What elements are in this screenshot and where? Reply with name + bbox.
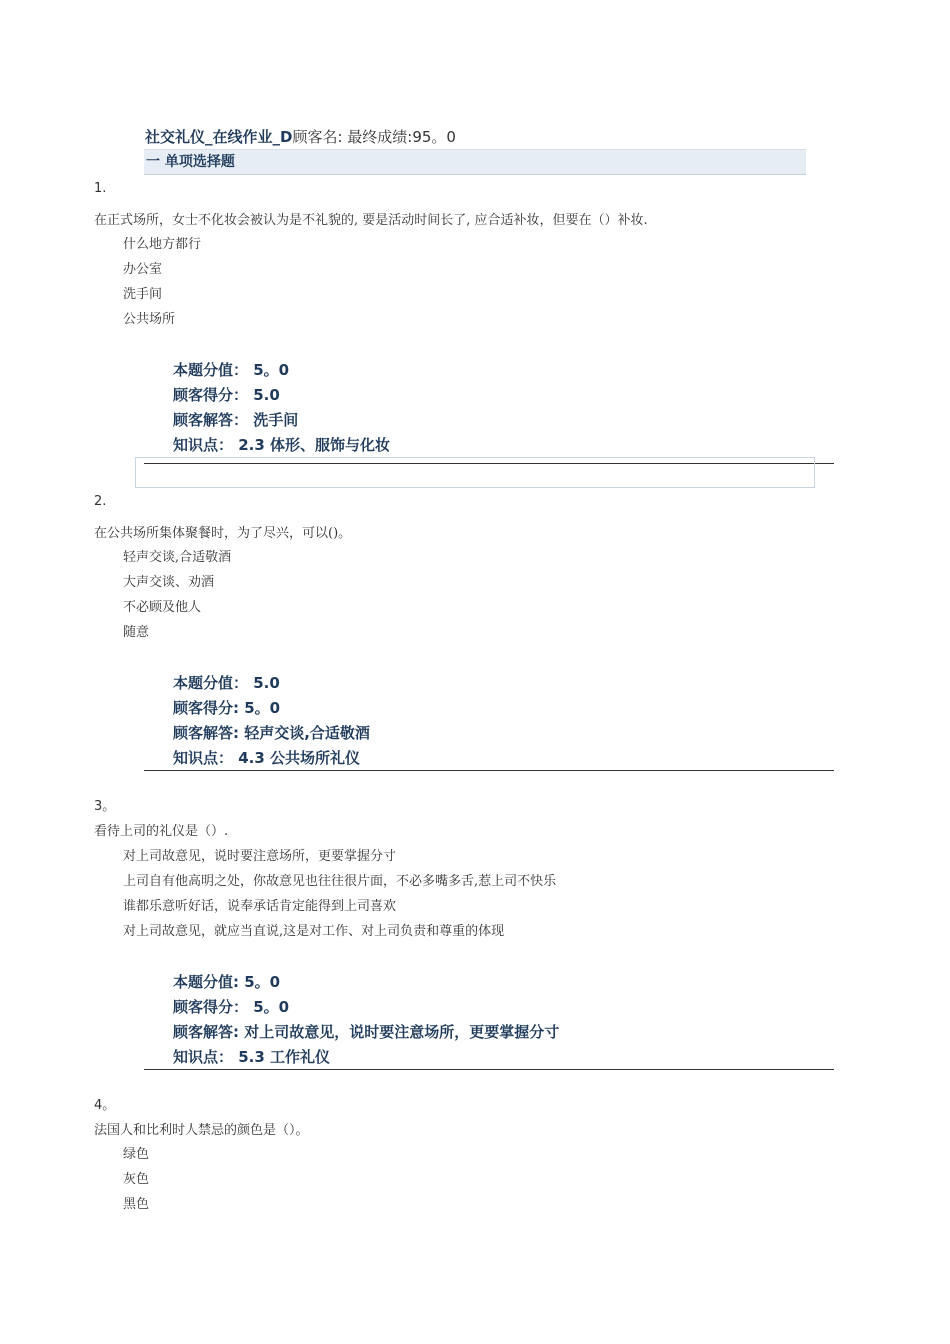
info-label: 本题分值： [173, 361, 249, 379]
info-value: 5。0 [244, 699, 281, 717]
info-value: 5。0 [253, 361, 290, 379]
option[interactable]: 公共场所 [123, 312, 176, 327]
info-value: 5.0 [253, 386, 280, 404]
option[interactable]: 谁都乐意听好话，说奉承话肯定能得到上司喜欢 [123, 899, 397, 914]
score-summary: 顾客名: 最终成绩:95。0 [292, 128, 456, 146]
info-value: 对上司故意见，说时要注意场所，更要掌握分寸 [244, 1023, 560, 1041]
score-value-row [173, 673, 280, 693]
empty-frame [135, 457, 815, 488]
info-label: 顾客得分： [173, 998, 249, 1016]
question-number: 3。 [94, 799, 116, 814]
question-text: 法国人和比利时人禁忌的颜色是（）。 [94, 1123, 309, 1138]
info-value: 5。0 [253, 998, 290, 1016]
info-label: 知识点： [173, 1048, 234, 1066]
info-value: 4.3 公共场所礼仪 [238, 749, 361, 767]
question-number: 4。 [94, 1098, 116, 1113]
option[interactable]: 绿色 [123, 1147, 150, 1162]
info-label: 知识点： [173, 436, 234, 454]
info-label: 知识点： [173, 749, 234, 767]
user-score-row [173, 385, 280, 405]
user-score-row [173, 698, 280, 718]
question-number: 1. [94, 181, 107, 196]
user-answer-row [173, 410, 298, 430]
info-value: 洗手间 [253, 411, 299, 429]
user-answer-row [173, 723, 370, 743]
option[interactable]: 灰色 [123, 1172, 150, 1187]
divider [144, 770, 834, 771]
page-header [145, 126, 806, 148]
info-label: 顾客解答： [173, 411, 249, 429]
option[interactable]: 对上司故意见，说时要注意场所，更要掌握分寸 [123, 849, 397, 864]
question-text: 看待上司的礼仪是（）. [94, 824, 229, 839]
option[interactable]: 什么地方都行 [123, 237, 202, 252]
knowledge-point-row [173, 1047, 330, 1067]
info-label: 本题分值: [173, 973, 239, 991]
score-value-row [173, 972, 280, 992]
question-number: 2. [94, 494, 107, 509]
option[interactable]: 洗手间 [123, 287, 163, 302]
score-value-row [173, 360, 289, 380]
section-header [144, 149, 806, 175]
info-value: 5.3 工作礼仪 [238, 1048, 331, 1066]
course-title: 社交礼仪_在线作业_D [145, 128, 293, 146]
info-value: 2.3 体形、服饰与化妆 [238, 436, 391, 454]
question-text: 在公共场所集体聚餐时，为了尽兴，可以()。 [94, 526, 352, 541]
option[interactable]: 黑色 [123, 1197, 150, 1212]
knowledge-point-row [173, 748, 360, 768]
user-score-row [173, 997, 289, 1017]
knowledge-point-row [173, 435, 390, 455]
option[interactable]: 随意 [123, 625, 150, 640]
question-text: 在正式场所，女士不化妆会被认为是不礼貌的, 要是活动时间长了, 应合适补妆，但要在（）补妆. [94, 213, 648, 228]
option[interactable]: 不必顾及他人 [123, 600, 202, 615]
user-answer-row [173, 1022, 559, 1042]
info-label: 顾客得分: [173, 699, 239, 717]
info-value: 5.0 [253, 674, 280, 692]
option[interactable]: 大声交谈、劝酒 [123, 575, 215, 590]
info-label: 顾客解答: [173, 724, 239, 742]
info-value: 轻声交谈,合适敬酒 [244, 724, 370, 742]
info-value: 5。0 [244, 973, 281, 991]
option[interactable]: 办公室 [123, 262, 163, 277]
info-label: 顾客解答: [173, 1023, 239, 1041]
divider [144, 1069, 834, 1070]
option[interactable]: 对上司故意见，就应当直说,这是对工作、对上司负责和尊重的体现 [123, 924, 505, 939]
option[interactable]: 上司自有他高明之处，你故意见也往往很片面，不必多嘴多舌,惹上司不快乐 [123, 874, 557, 889]
option[interactable]: 轻声交谈,合适敬酒 [123, 550, 232, 565]
info-label: 顾客得分： [173, 386, 249, 404]
section-title: 一 单项选择题 [146, 154, 235, 170]
info-label: 本题分值： [173, 674, 249, 692]
